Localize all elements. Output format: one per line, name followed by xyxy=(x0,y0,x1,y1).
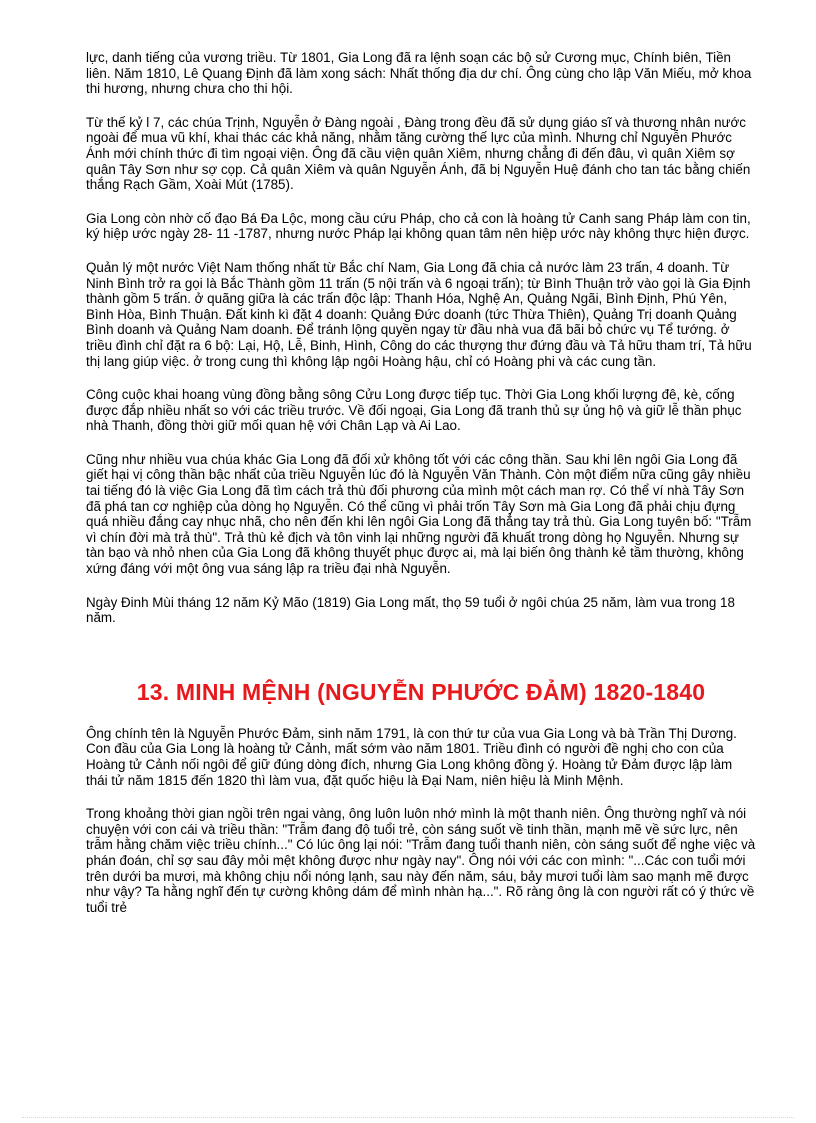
paragraph-4: Quản lý một nước Việt Nam thống nhất từ Bắc chí Nam, Gia Long đã chia cả nước làm 23 trấn, 4 doanh. Từ Ninh Bình trở ra gọi là Bắc Thành gồm 11 trấn (5 nội trấn và 6 ngoại trấn); từ Bình Thuận trở vào gọi là Gia Định thành gồm 5 trấn. ở quãng giữa là các trấn độc lập: Thanh Hóa, Nghệ An, Quảng Ngãi, Bình Định, Phú Yên, Bình Hòa, Bình Thuận. Đất kinh kì đặt 4 doanh: Quảng Đức doanh (tức Thừa Thiên), Quảng Trị doanh Quảng Bình doanh và Quảng Nam doanh. Để tránh lộng quyền ngay từ đầu nhà vua đã bãi bỏ chức vụ Tể tướng. ở triều đình chỉ đặt ra 6 bộ: Lại, Hộ, Lễ, Binh, Hình, Công do các thượng thư đứng đầu và Tả hữu tham trí, Tả hữu thị lang giúp việc. ở trong cung thì không lập ngôi Hoàng hậu, chỉ có Hoàng phi và các cung tần. xyxy=(86,259,752,369)
page-edge-divider xyxy=(22,1117,794,1118)
chapter-title: 13. MINH MỆNH (NGUYỄN PHƯỚC ĐẢM) 1820-1840 xyxy=(136,678,706,705)
paragraph-1: lực, danh tiếng của vương triều. Từ 1801, Gia Long đã ra lệnh soạn các bộ sử Cương mục, Chính biên, Tiền liên. Năm 1810, Lê Quang Định đã làm xong sách: Nhất thống địa dư chí. Ông cùng cho lập Văn Miếu, mở khoa thi hương, nhưng chưa cho thi hội. xyxy=(86,50,752,97)
paragraph-6: Cũng như nhiều vua chúa khác Gia Long đã đối xử không tốt với các công thần. Sau khi lên ngôi Gia Long đã giết hại vị công thần bậc nhất của triều Nguyễn lúc đó là Nguyễn Văn Thành. Còn một điểm nữa cũng gây nhiều tai tiếng đó là việc Gia Long đã tìm cách trả thù đối phương của mình một cách man rợ. Có thể ví nhà Tây Sơn đã phá tan cơ nghiệp của dòng họ Nguyễn. Có thể cũng vì phải trốn Tây Sơn mà Gia Long đã phải chịu đựng quá nhiều đắng cay nhục nhã, cho nên đến khi lên ngôi Gia Long đã thẳng tay trả thù. Gia Long tuyên bố: "Trẫm vì chín đời mà trả thù". Trả thù kẻ địch và tôn vinh lại những người đã khuất trong dòng họ Nguyễn. Nhưng sự tàn bạo và nhỏ nhen của Gia Long đã không thuyết phục được ai, mà lại biến ông thành kẻ tầm thường, không xứng đáng với một ông vua sáng lập ra triều đại nhà Nguyễn. xyxy=(86,451,752,577)
paragraph-7: Ngày Đinh Mùi tháng 12 năm Kỷ Mão (1819) Gia Long mất, thọ 59 tuổi ở ngôi chúa 25 năm, làm vua trong 18 năm. xyxy=(86,594,735,626)
paragraph-3: Gia Long còn nhờ cố đạo Bá Đa Lộc, mong cầu cứu Pháp, cho cả con là hoàng tử Canh sang Pháp làm con tin, ký hiệp ước ngày 28- 11 -1787, nhưng nước Pháp lại không quan tâm nên hiệp ước này không thực hiện được. xyxy=(86,210,751,242)
paragraph-8: Ông chính tên là Nguyễn Phước Đảm, sinh năm 1791, là con thứ tư của vua Gia Long và bà Trần Thị Dương. Con đầu của Gia Long là hoàng tử Cảnh, mất sớm vào năm 1801. Triều đình có người đề nghị cho con của Hoàng tử Cảnh nối ngôi để giữ đúng dòng đích, nhưng Gia Long không đồng ý. Hoàng tử Đảm được lập làm thái tử năm 1815 đến 1820 thì làm vua, đặt quốc hiệu là Đại Nam, niên hiệu là Minh Mệnh. xyxy=(86,725,737,788)
paragraph-5: Công cuộc khai hoang vùng đồng bằng sông Cửu Long được tiếp tục. Thời Gia Long khối lượng đê, kè, cống được đắp nhiều nhất so với các triều trước. Về đối ngoại, Gia Long đã tranh thủ sự ủng hộ và giữ lễ thần phục nhà Thanh, đồng thời giữ mối quan hệ với Chân Lạp và Ai Lao. xyxy=(86,387,742,434)
document-page xyxy=(86,50,756,933)
paragraph-2: Từ thế kỷ l 7, các chúa Trịnh, Nguyễn ở Đàng ngoài , Đàng trong đều đã sử dụng giáo sĩ và thương nhân nước ngoài để mua vũ khí, khai thác các khả năng, nhằm tăng cường thế lực của mình. Nhưng chỉ Nguyễn Phước Ánh mới chính thức đi tìm ngoại viện. Ông đã cầu viện quân Xiêm, nhưng chẳng đi đến đâu, vì quân Xiêm sợ quân Tây Sơn như sợ cọp. Cả quân Xiêm và quân Nguyễn Ánh, đã bị Nguyễn Huệ đánh cho tan tác bằng chiến thắng Rạch Gầm, Xoài Mút (1785). xyxy=(86,114,751,193)
paragraph-9: Trong khoảng thời gian ngồi trên ngai vàng, ông luôn luôn nhớ mình là một thanh niên. Ông thường nghĩ và nói chuyện với con cái và triều thần: "Trẫm đang độ tuổi trẻ, còn sáng suốt về tinh thần, mạnh mẽ về sức lực, nên trẫm hằng chăm việc triều chính..." Có lúc ông lại nói: "Trẫm đang tuổi thanh niên, còn sáng suốt để nghe việc và phán đoán, chỉ sợ sau đây mỏi mệt không được như ngày nay". Ông nói với các con mình: "...Các con tuổi mới trên dưới ba mươi, mà không chịu nổi nóng lạnh, sau này đến năm, sáu, bảy mươi tuổi làm sao mạnh mẽ được như vậy? Ta hằng nghĩ đến tự cường không dám để mình nhàn hạ...". Rõ ràng ông là con người rất có ý thức về tuổi trẻ xyxy=(86,806,756,915)
